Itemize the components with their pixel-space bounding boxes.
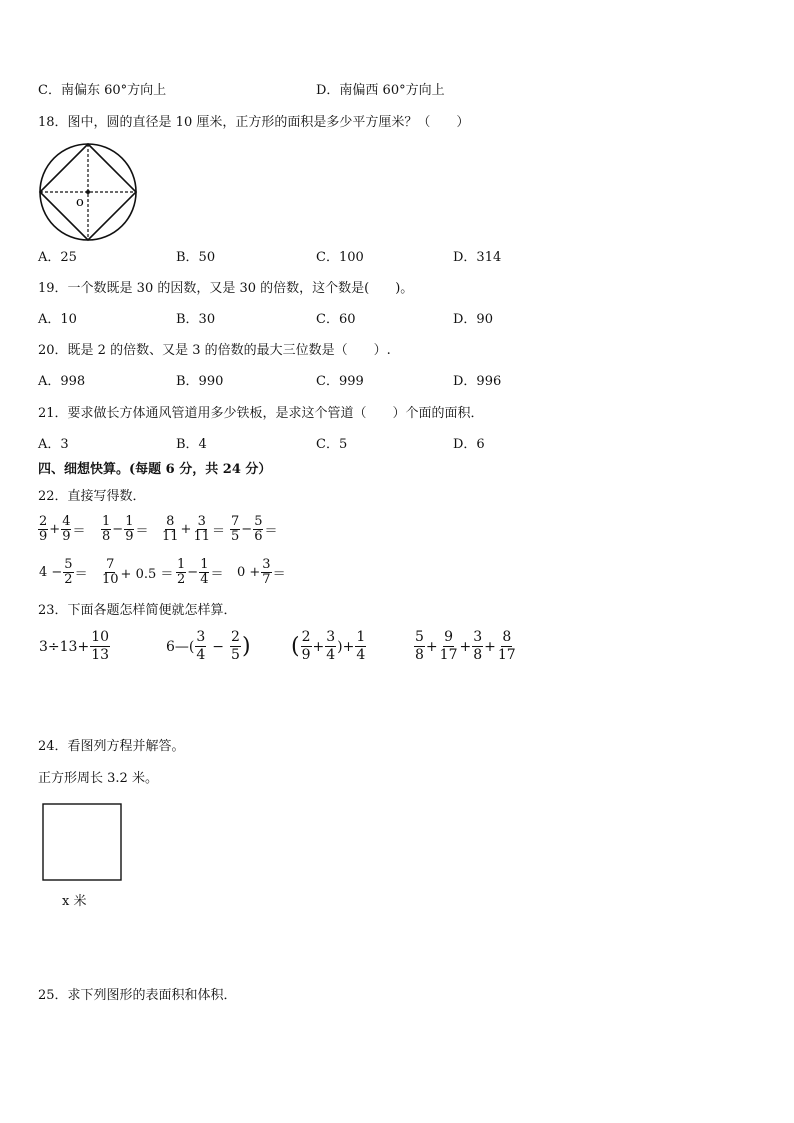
q22-expr-8: 0 + $\frac{3}{7}$ ＝ (237, 557, 286, 587)
fraction: $\frac{5}{2}$ (64, 557, 73, 587)
q19-option-c: C．60 (316, 312, 356, 327)
q18-option-c: C．100 (316, 250, 364, 265)
q19-option-d: D．90 (453, 312, 493, 327)
fraction: $\frac{1}{4}$ (200, 557, 209, 587)
q18-option-b: B．50 (176, 250, 216, 265)
q22-stem: 22．直接写得数． (38, 489, 146, 504)
q17-option-c: C．南偏东 60°方向上 (38, 83, 167, 98)
fraction: $\frac{3}{11}$ (193, 514, 210, 544)
fraction: $\frac{4}{9}$ (62, 514, 71, 544)
fraction: $\frac{2}{9}$ (39, 514, 48, 544)
fraction: $\frac{9}{17}$ (439, 629, 458, 663)
fraction: $\frac{5}{6}$ (254, 514, 263, 544)
q21-option-d: D．6 (453, 437, 485, 452)
q22-expr-3: $\frac{8}{11}$ + $\frac{3}{11}$ ＝ (162, 514, 226, 544)
fraction: $\frac{8}{17}$ (497, 629, 516, 663)
q20-option-a: A．998 (38, 374, 86, 389)
q20-option-c: C．999 (316, 374, 364, 389)
q23-expr-3: ( $\frac{2}{9}$ + $\frac{3}{4}$ )+ $\frac{1}{4}$ (291, 629, 366, 663)
q21-option-a: A．3 (38, 437, 69, 452)
fraction: $\frac{3}{8}$ (473, 629, 483, 663)
fraction: $\frac{1}{2}$ (177, 557, 186, 587)
q25-stem: 25．求下列图形的表面积和体积． (38, 988, 237, 1003)
fraction: $\frac{10}{13}$ (91, 629, 110, 663)
q23-expr-4: $\frac{5}{8}$ + $\frac{9}{17}$ + $\frac{3}{8}$ + $\frac{8}{17}$ (415, 629, 516, 663)
q23-expr-1: 3÷13+ $\frac{10}{13}$ (39, 629, 110, 663)
fraction: $\frac{1}{9}$ (125, 514, 134, 544)
q22-expr-1: $\frac{2}{9}$ + $\frac{4}{9}$ ＝ (39, 514, 86, 544)
q17-option-d: D．南偏西 60°方向上 (316, 83, 445, 98)
q19-option-b: B．30 (176, 312, 216, 327)
q22-expr-7: $\frac{1}{2}$ − $\frac{1}{4}$ ＝ (177, 557, 224, 587)
circle-square-diagram (36, 140, 140, 244)
q22-expr-2: $\frac{1}{8}$ − $\frac{1}{9}$ ＝ (102, 514, 149, 544)
q24-given: 正方形周长 3.2 米。 (38, 771, 158, 786)
fraction: $\frac{2}{5}$ (231, 629, 240, 663)
q20-option-d: D．996 (453, 374, 502, 389)
q22-expr-4: $\frac{7}{5}$ − $\frac{5}{6}$ ＝ (231, 514, 278, 544)
fraction: $\frac{8}{11}$ (162, 514, 179, 544)
fraction: $\frac{3}{4}$ (326, 629, 336, 663)
q22-expr-6: $\frac{7}{10}$ + 0.5 ＝ (102, 557, 174, 587)
diagram-center-dot (86, 190, 90, 194)
fraction: $\frac{3}{4}$ (196, 629, 206, 663)
q23-expr-2: 6—( $\frac{3}{4}$ − $\frac{2}{5}$ ) (166, 629, 251, 663)
section-4-heading: 四、细想快算。(每题 6 分，共 24 分） (38, 462, 272, 477)
q18-stem: 18．图中，圆的直径是 10 厘米，正方形的面积是多少平方厘米？（ ） (38, 115, 470, 130)
fraction: $\frac{1}{8}$ (102, 514, 111, 544)
fraction: $\frac{2}{9}$ (301, 629, 311, 663)
q22-expr-5: 4 − $\frac{5}{2}$ ＝ (39, 557, 88, 587)
q20-option-b: B．990 (176, 374, 224, 389)
q24-stem: 24．看图列方程并解答。 (38, 739, 185, 754)
fraction: $\frac{5}{8}$ (415, 629, 424, 663)
diagram-center-label: o (76, 195, 84, 210)
q21-stem: 21．要求做长方体通风管道用多少铁板，是求这个管道（ ）个面的面积． (38, 406, 484, 421)
q19-option-a: A．10 (38, 312, 77, 327)
fraction: $\frac{1}{4}$ (356, 629, 366, 663)
q20-stem: 20．既是 2 的倍数、又是 3 的倍数的最大三位数是（ ）. (38, 343, 391, 358)
q24-side-label: x 米 (62, 894, 87, 909)
q19-stem: 19．一个数既是 30 的因数，又是 30 的倍数，这个数是( )。 (38, 281, 414, 296)
fraction: $\frac{3}{7}$ (262, 557, 271, 587)
fraction: $\frac{7}{5}$ (231, 514, 240, 544)
square-shape (43, 804, 121, 880)
q21-option-c: C．5 (316, 437, 348, 452)
square-figure (42, 803, 124, 883)
q18-option-d: D．314 (453, 250, 502, 265)
fraction: $\frac{7}{10}$ (102, 557, 119, 587)
q23-stem: 23．下面各题怎样简便就怎样算． (38, 603, 237, 618)
q21-option-b: B．4 (176, 437, 207, 452)
q18-option-a: A．25 (38, 250, 77, 265)
